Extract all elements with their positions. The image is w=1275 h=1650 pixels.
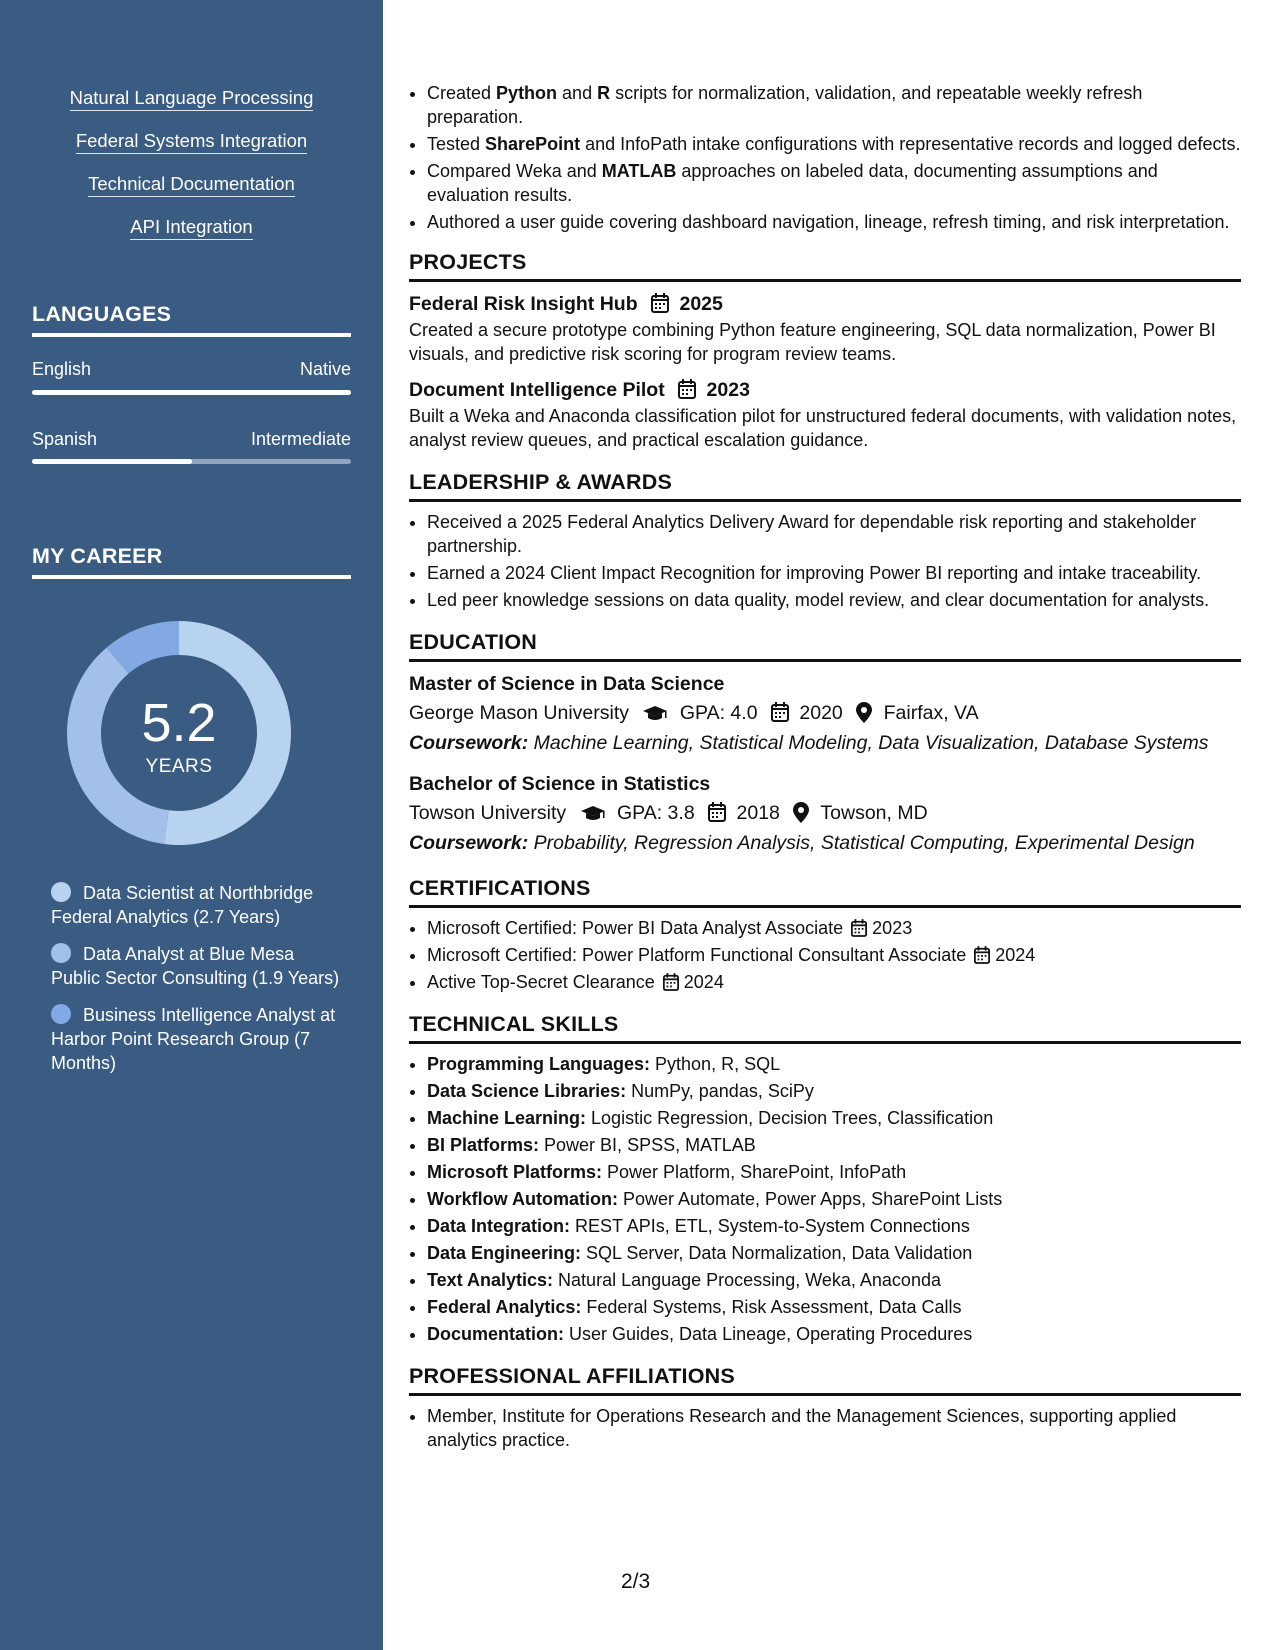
language-row <box>32 429 351 450</box>
language-bar-fill <box>32 459 192 464</box>
page-number: 2/3 <box>621 1570 651 1593</box>
graduation-cap-icon <box>580 805 606 823</box>
calendar-icon <box>663 973 679 991</box>
skill-item: • Microsoft Platforms: Power Platform, SharePoint, InfoPath <box>427 1160 1241 1184</box>
skills-heading: TECHNICAL SKILLS <box>409 1012 1241 1044</box>
skill-item: • Data Integration: REST APIs, ETL, System-to-System Connections <box>427 1214 1241 1238</box>
project-description: Built a Weka and Anaconda classification pilot for unstructured federal documents, with validation notes, analyst review queues, and practical escalation guidance. <box>409 406 1237 450</box>
interests-list <box>0 86 383 258</box>
skill-item: • Workflow Automation: Power Automate, Power Apps, SharePoint Lists <box>427 1187 1241 1211</box>
leadership-item: • Earned a 2024 Client Impact Recognition for improving Power BI reporting and intake traceability. <box>427 561 1241 585</box>
certification-item: • Microsoft Certified: Power Platform Functional Consultant Associate 2024 <box>427 943 1241 967</box>
leadership-item: • Received a 2025 Federal Analytics Delivery Award for dependable risk reporting and stakeholder partnership. <box>427 510 1241 558</box>
certifications-list <box>409 916 1241 994</box>
legend-dot <box>51 943 71 963</box>
main-content <box>409 0 1241 1650</box>
language-row <box>32 359 351 380</box>
skill-item: • Data Science Libraries: NumPy, pandas, SciPy <box>427 1079 1241 1103</box>
language-bar <box>32 390 351 395</box>
degree-title: Master of Science in Data Science <box>409 673 725 695</box>
sidebar <box>0 0 383 1650</box>
career-heading: MY CAREER <box>32 544 351 579</box>
leadership-list <box>409 510 1241 612</box>
affiliation-item: • Member, Institute for Operations Research and the Management Sciences, supporting applied analytics practice. <box>427 1404 1241 1452</box>
calendar-icon <box>708 802 726 822</box>
career-unit: YEARS <box>145 756 213 777</box>
interest-item: API Integration <box>0 215 383 239</box>
affiliations-heading: PROFESSIONAL AFFILIATIONS <box>409 1364 1241 1396</box>
calendar-icon <box>651 293 669 313</box>
skill-item: • Data Engineering: SQL Server, Data Normalization, Data Validation <box>427 1241 1241 1265</box>
experience-bullet: • Authored a user guide covering dashboard navigation, lineage, refresh timing, and risk interpretation. <box>427 210 1241 234</box>
skills-list <box>409 1052 1241 1346</box>
career-item: Data Scientist at Northbridge Federal Analytics (2.7 Years) <box>51 883 314 927</box>
project-title: Federal Risk Insight Hub 2025 <box>409 293 723 315</box>
skill-item: • Text Analytics: Natural Language Processing, Weka, Anaconda <box>427 1268 1241 1292</box>
degree-title: Bachelor of Science in Statistics <box>409 773 711 795</box>
leadership-heading: LEADERSHIP & AWARDS <box>409 470 1241 502</box>
projects-heading: PROJECTS <box>409 250 1241 282</box>
calendar-icon <box>678 379 696 399</box>
career-total: 5.2 <box>141 693 217 753</box>
experience-bullet: • Tested SharePoint and InfoPath intake configurations with representative records and logged defects. <box>427 132 1241 156</box>
language-bar-fill <box>32 390 351 395</box>
coursework: Coursework: Probability, Regression Analysis, Statistical Computing, Experimental Design <box>409 832 1195 854</box>
legend-dot <box>51 882 71 902</box>
coursework: Coursework: Machine Learning, Statistical Modeling, Data Visualization, Database Systems <box>409 732 1209 754</box>
location-pin-icon <box>856 702 872 723</box>
location-pin-icon <box>793 802 809 823</box>
career-item: Business Intelligence Analyst at Harbor Point Research Group (7 Months) <box>51 1005 336 1073</box>
skill-item: • Programming Languages: Python, R, SQL <box>427 1052 1241 1076</box>
affiliations-list <box>409 1404 1241 1452</box>
skill-item: • BI Platforms: Power BI, SPSS, MATLAB <box>427 1133 1241 1157</box>
language-bar <box>32 459 351 464</box>
languages-heading: LANGUAGES <box>32 302 351 337</box>
career-donut <box>66 620 292 846</box>
graduation-cap-icon <box>642 705 668 723</box>
experience-bullet: • Created Python and R scripts for normalization, validation, and repeatable weekly refresh preparation. <box>427 81 1241 129</box>
certifications-heading: CERTIFICATIONS <box>409 876 1241 908</box>
experience-bullet: • Compared Weka and MATLAB approaches on labeled data, documenting assumptions and evaluation results. <box>427 159 1241 207</box>
experience-bullets <box>409 81 1241 234</box>
skill-item: • Machine Learning: Logistic Regression, Decision Trees, Classification <box>427 1106 1241 1130</box>
interest-item: Technical Documentation <box>0 172 383 196</box>
project-title: Document Intelligence Pilot 2023 <box>409 379 750 401</box>
education-heading: EDUCATION <box>409 630 1241 662</box>
skill-item: • Documentation: User Guides, Data Lineage, Operating Procedures <box>427 1322 1241 1346</box>
language-level: Intermediate <box>250 429 351 449</box>
certification-item: • Active Top-Secret Clearance 2024 <box>427 970 1241 994</box>
calendar-icon <box>974 946 990 964</box>
interest-item: Natural Language Processing <box>0 86 383 110</box>
education-details: George Mason University GPA: 4.0 2020 Fairfax, VA <box>409 702 979 724</box>
language-level: Native <box>299 359 351 379</box>
language-name: Spanish <box>32 429 98 449</box>
calendar-icon <box>771 702 789 722</box>
certification-item: • Microsoft Certified: Power BI Data Analyst Associate 2023 <box>427 916 1241 940</box>
leadership-item: • Led peer knowledge sessions on data quality, model review, and clear documentation for analysts. <box>427 588 1241 612</box>
education-details: Towson University GPA: 3.8 2018 Towson, MD <box>409 802 928 824</box>
legend-dot <box>51 1004 71 1024</box>
career-list <box>51 881 341 1088</box>
interest-item: Federal Systems Integration <box>0 129 383 153</box>
calendar-icon <box>851 919 867 937</box>
language-name: English <box>32 359 92 379</box>
project-description: Created a secure prototype combining Python feature engineering, SQL data normalization, Power BI visuals, and predictive risk scoring for program review teams. <box>409 320 1216 364</box>
career-item: Data Analyst at Blue Mesa Public Sector Consulting (1.9 Years) <box>51 944 340 988</box>
skill-item: • Federal Analytics: Federal Systems, Risk Assessment, Data Calls <box>427 1295 1241 1319</box>
